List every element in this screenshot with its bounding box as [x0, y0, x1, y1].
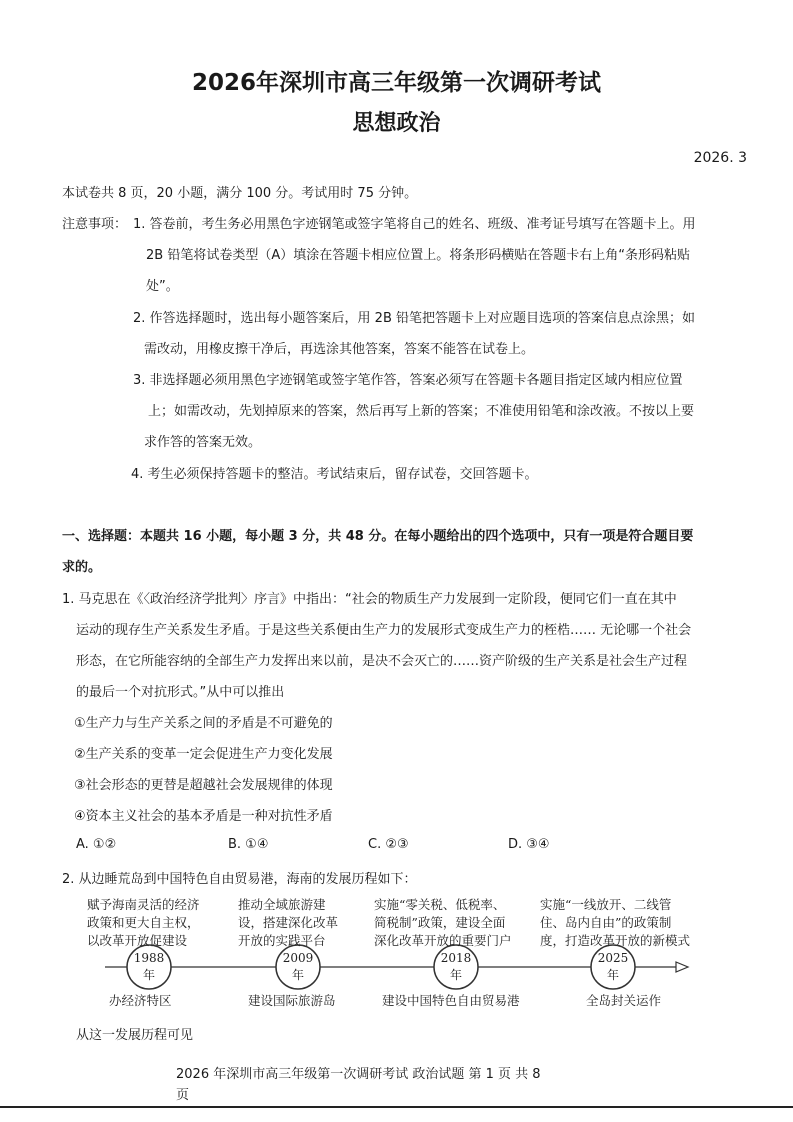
timeline-desc-2025-3: 度，打造改革开放的新模式	[540, 933, 691, 948]
q1-option-c: C. ②③	[368, 837, 409, 852]
notice-item-3-line-1: 3. 非选择题必须用黑色字迹钢笔或签字笔作答，答案必须写在答题卡各题目指定区域内相应位置	[133, 373, 683, 388]
q1-line-2: 运动的现存生产关系发生矛盾。于是这些关系便由生产力的发展形式变成生产力的桎梏…… 无论哪一个社会	[76, 623, 692, 638]
notice-item-4: 4. 考生必须保持答题卡的整洁。考试结束后，留存试卷，交回答题卡。	[131, 467, 538, 482]
q1-option-a: A. ①②	[76, 837, 117, 852]
notice-label: 注意事项：	[62, 217, 128, 232]
q1-statement-3: ③社会形态的更替是超越社会发展规律的体现	[74, 778, 333, 793]
timeline-desc-2009-3: 开放的实践平台	[238, 933, 326, 948]
timeline-desc-1988-2: 政策和更大自主权，	[87, 915, 200, 930]
q1-statement-4: ④资本主义社会的基本矛盾是一种对抗性矛盾	[74, 809, 333, 824]
timeline-desc-2018-3: 深化改革开放的重要门户	[374, 933, 512, 948]
timeline-unit-2025: 年	[606, 968, 619, 982]
exam-date: 2026. 3	[693, 150, 747, 166]
timeline-label-1988: 办经济特区	[109, 993, 172, 1008]
notice-item-2-line-1: 2. 作答选择题时，选出每小题答案后，用 2B 铅笔把答题卡上对应题目选项的答案信息点涂黑；如	[133, 311, 695, 326]
timeline-desc-2025-2: 住、岛内自由”的政策制	[540, 915, 672, 930]
q1-line-4: 的最后一个对抗形式。”从中可以推出	[76, 685, 285, 700]
section-1-heading-cont: 求的。	[62, 560, 102, 575]
timeline-desc-2018-2: 简税制”政策，建设全面	[374, 915, 506, 930]
section-1-heading: 一、选择题：本题共 16 小题，每小题 3 分，共 48 分。在每小题给出的四个选项中，只有一项是符合题目要	[62, 529, 694, 544]
q1-option-d: D. ③④	[508, 837, 550, 852]
q2-followup: 从这一发展历程可见	[76, 1028, 194, 1043]
timeline-unit-1988: 年	[142, 968, 155, 982]
timeline-desc-2018-1: 实施“零关税、低税率、	[374, 897, 506, 912]
timeline-arrow-head	[676, 962, 688, 972]
notice-item-3-line-2: 上；如需改动，先划掉原来的答案，然后再写上新的答案；不准使用铅笔和涂改液。不按以上要	[148, 404, 695, 419]
page-footer-line-1: 2026 年深圳市高三年级第一次调研考试 政治试题 第 1 页 共 8	[176, 1067, 541, 1082]
timeline-year-1988: 1988	[133, 951, 165, 965]
timeline-unit-2009: 年	[291, 968, 304, 982]
timeline-desc-2009-2: 设，搭建深化改革	[238, 915, 339, 930]
page-bottom-rule	[0, 1106, 793, 1108]
notice-item-1-line-1: 1. 答卷前，考生务必用黑色字迹钢笔或签字笔将自己的姓名、班级、准考证号填写在答题卡上。用	[133, 217, 696, 232]
timeline-desc-2009-1: 推动全域旅游建	[238, 897, 326, 912]
timeline-year-2018: 2018	[440, 951, 472, 965]
timeline-year-2009: 2009	[282, 951, 314, 965]
notice-item-3-line-3: 求作答的答案无效。	[144, 435, 262, 450]
notice-item-1-line-2: 2B 铅笔将试卷类型（A）填涂在答题卡相应位置上。将条形码横贴在答题卡右上角“条形码粘贴	[146, 248, 690, 263]
notice-item-2-line-2: 需改动，用橡皮擦干净后，再选涂其他答案，答案不能答在试卷上。	[144, 342, 535, 357]
timeline-year-2025: 2025	[597, 951, 629, 965]
timeline-label-2009: 建设国际旅游岛	[248, 993, 336, 1008]
subject-title: 思想政治	[352, 111, 441, 136]
q1-line-3: 形态，在它所能容纳的全部生产力发挥出来以前，是决不会灭亡的……资产阶级的生产关系是社会生产过程	[76, 654, 688, 669]
timeline-unit-2018: 年	[449, 968, 462, 982]
q1-line-1: 1. 马克思在《〈政治经济学批判〉序言》中指出：“社会的物质生产力发展到一定阶段，便同它们一直在其中	[62, 592, 677, 607]
q1-statement-2: ②生产关系的变革一定会促进生产力变化发展	[74, 747, 333, 762]
q1-option-b: B. ①④	[228, 837, 269, 852]
timeline-desc-1988-1: 赋予海南灵活的经济	[87, 897, 200, 912]
notice-item-1-line-3: 处”。	[146, 279, 179, 294]
q2-stem: 2. 从边睡荒岛到中国特色自由贸易港，海南的发展历程如下：	[62, 872, 417, 887]
exam-title: 2026年深圳市高三年级第一次调研考试	[191, 70, 601, 96]
timeline-desc-2025-1: 实施“一线放开、二线管	[540, 897, 672, 912]
intro-text: 本试卷共 8 页，20 小题，满分 100 分。考试用时 75 分钟。	[62, 186, 418, 201]
timeline-label-2018: 建设中国特色自由贸易港	[382, 993, 520, 1008]
q1-statement-1: ①生产力与生产关系之间的矛盾是不可避免的	[74, 716, 333, 731]
page-footer-line-2: 页	[176, 1088, 190, 1103]
timeline-desc-1988-3: 以改革开放促建设	[87, 933, 188, 948]
timeline-label-2025: 全岛封关运作	[586, 993, 662, 1008]
